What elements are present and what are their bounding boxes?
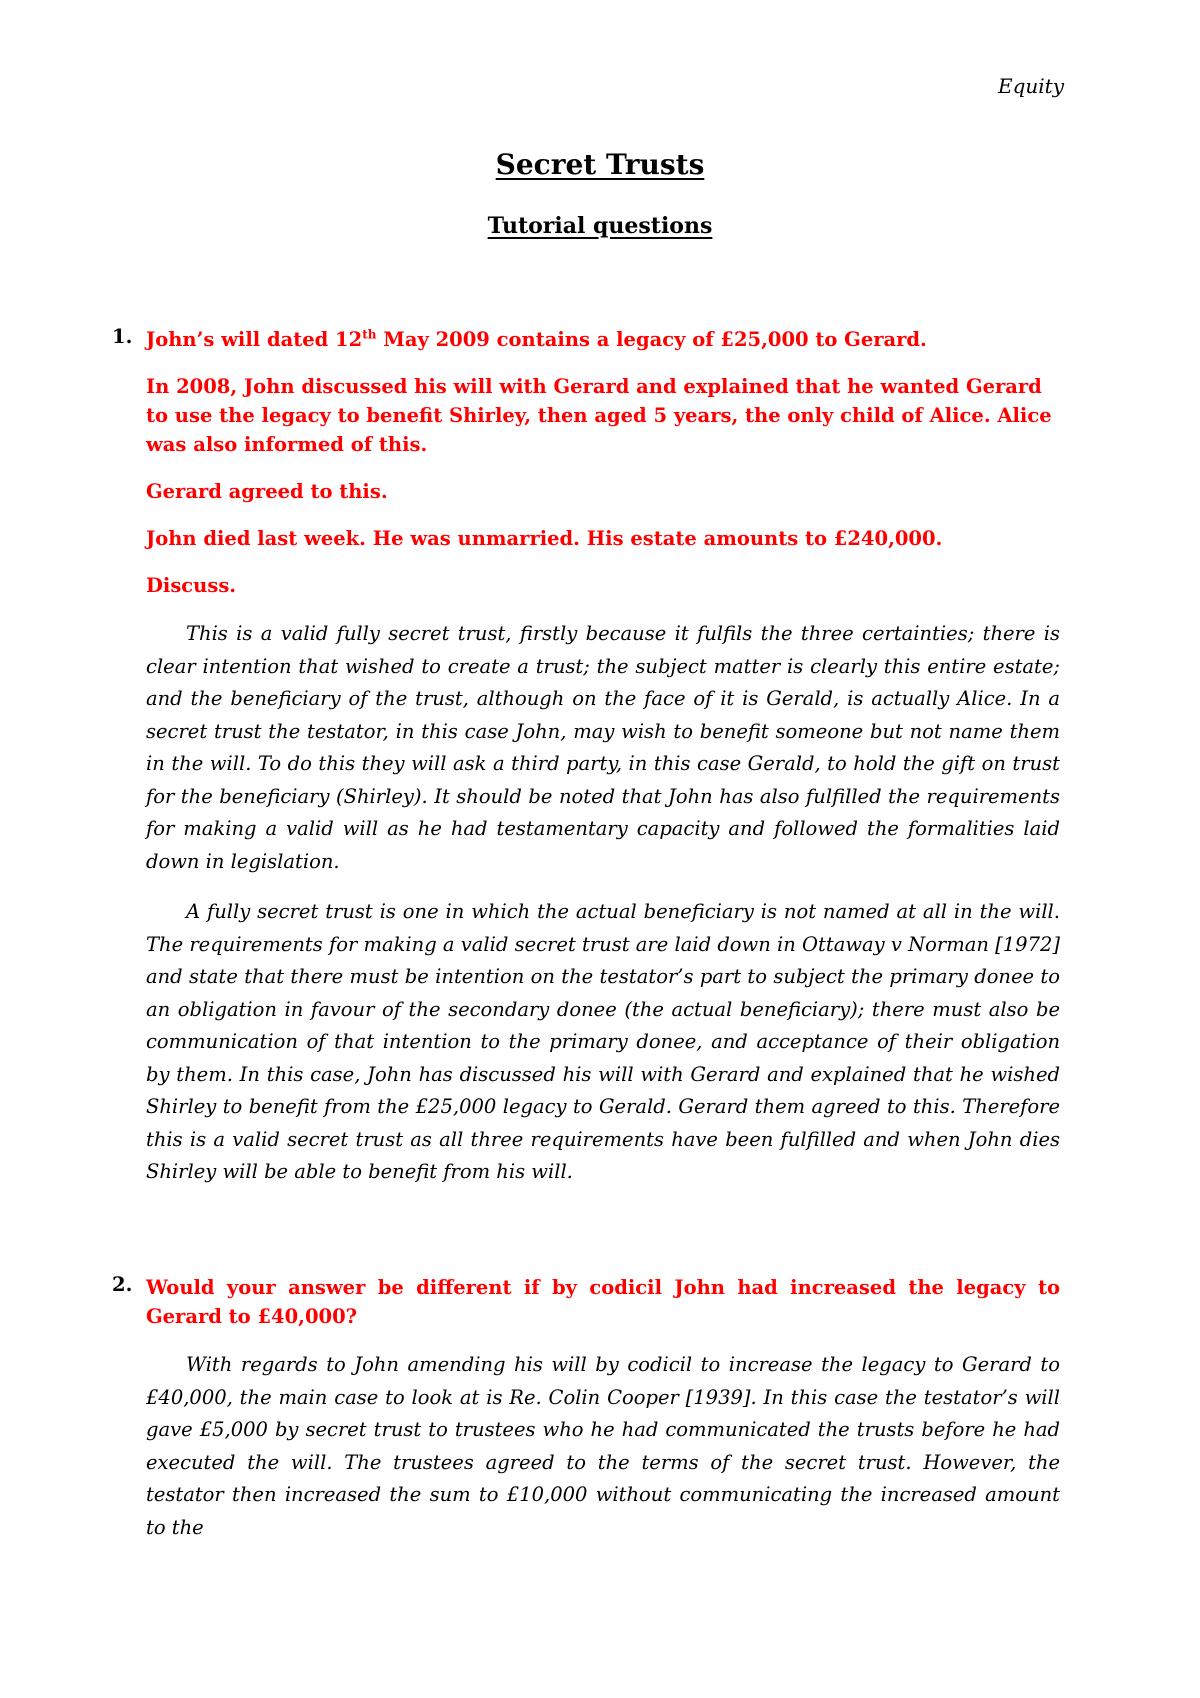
question-2-body (146, 1273, 1060, 1544)
question-1-paragraph-3: Gerard agreed to this. (146, 480, 388, 503)
header-subject: Equity (997, 74, 1064, 98)
question-1-number: 1. (112, 325, 133, 348)
page-title: Secret Trusts (495, 148, 705, 181)
page-subtitle: Tutorial questions (487, 213, 713, 239)
question-2-section (112, 1273, 1060, 1562)
question-1-paragraph-2: In 2008, John discussed his will with Gerard and explained that he wanted Gerard to use the legacy to benefit Shirley, then aged 5 years, the only child of Alice. Alice was also informed of this. (146, 375, 1052, 456)
question-2-answer-1: With regards to John amending his will by codicil to increase the legacy to Gerard to £40,000, the main case to look at is Re. Colin Cooper [1939]. In this case the testator’s will gave £5,000 by secret trust to trustees who he had communicated the trusts before he had executed the will. The trustees agreed to the terms of the secret trust. However, the testator then increased the sum to £10,000 without communicating the increased amount to the (146, 1353, 1060, 1539)
question-1-line-1: John’s will dated 12th May 2009 contains a legacy of £25,000 to Gerard. (146, 327, 927, 351)
question-1-discuss: Discuss. (146, 574, 237, 597)
question-1-answer-2: A fully secret trust is one in which the actual beneficiary is not named at all in the will. The requirements for making a valid secret trust are laid down in Ottaway v Norman [1972] and state that there must be intention on the testator’s part to subject the primary donee to an obligation in favour of the secondary donee (the actual beneficiary); there must also be communication of that intention to the primary donee, and acceptance of their obligation by them. In this case, John has discussed his will with Gerard and explained that he wished Shirley to benefit from the £25,000 legacy to Gerald. Gerard them agreed to this. Therefore this is a valid secret trust as all three requirements have been fulfilled and when John dies Shirley will be able to benefit from his will. (146, 900, 1060, 1183)
question-2-number: 2. (112, 1273, 133, 1296)
question-1-section (112, 325, 1060, 1207)
question-2-text: Would your answer be different if by codicil John had increased the legacy to Gerard to £40,000? (146, 1276, 1060, 1328)
question-1-answer-1: This is a valid fully secret trust, firstly because it fulfils the three certainties; there is clear intention that wished to create a trust; the subject matter is clearly this entire estate; and the beneficiary of the trust, although on the face of it is Gerald, is actually Alice. In a secret trust the testator, in this case John, may wish to benefit someone but not name them in the will. To do this they will ask a third party, in this case Gerald, to hold the gift on trust for the beneficiary (Shirley). It should be noted that John has also fulfilled the requirements for making a valid will as he had testamentary capacity and followed the formalities laid down in legislation. (146, 622, 1060, 873)
question-1-paragraph-4: John died last week. He was unmarried. His estate amounts to £240,000. (146, 527, 943, 550)
question-1-body (146, 325, 1060, 1189)
